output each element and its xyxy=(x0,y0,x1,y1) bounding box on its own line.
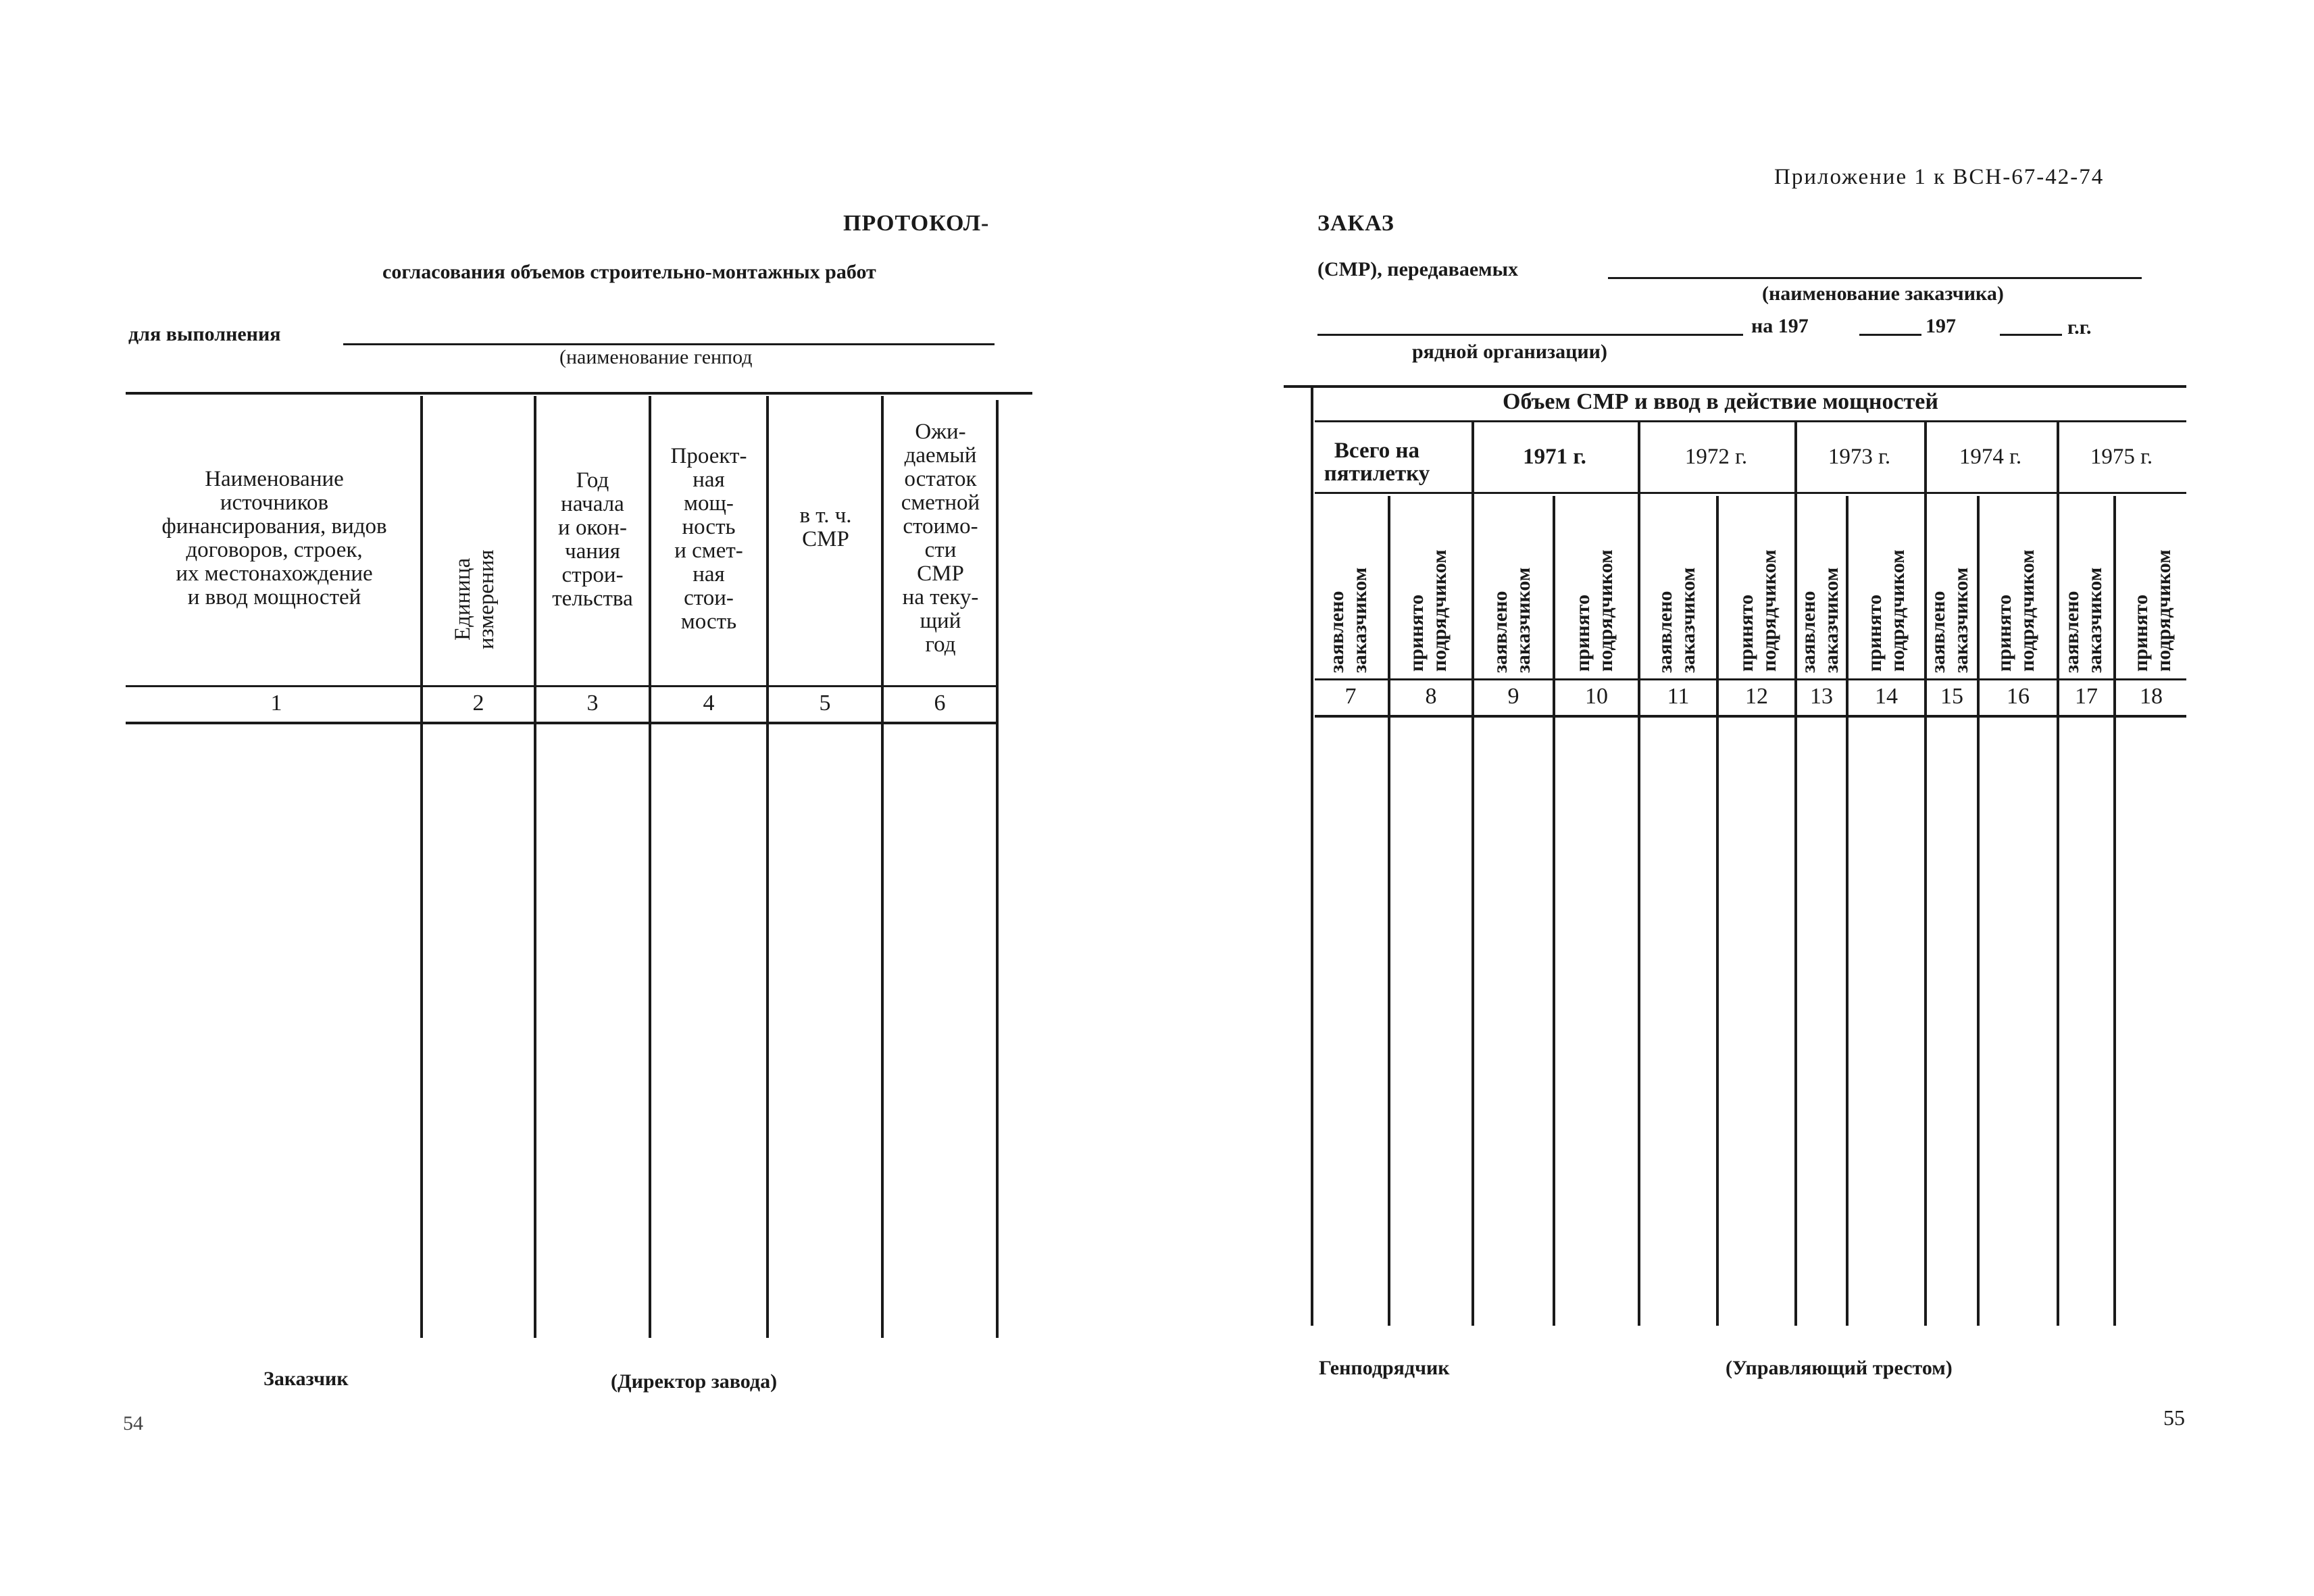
year-1975-header: 1975 г. xyxy=(2090,445,2153,469)
year-1973-header: 1973 г. xyxy=(1828,445,1891,469)
col-number: 7 xyxy=(1344,684,1357,709)
order-title: ЗАКАЗ xyxy=(1317,211,1394,236)
col-number: 11 xyxy=(1667,684,1690,709)
trust-manager-label: (Управляющий трестом) xyxy=(1726,1357,1953,1379)
col-divider xyxy=(766,396,769,1338)
col-number: 3 xyxy=(586,691,599,716)
org-underline xyxy=(1317,334,1743,336)
year-1972-header: 1972 г. xyxy=(1684,445,1748,469)
col-number: 4 xyxy=(703,691,715,716)
table-top-rule xyxy=(1284,385,2186,388)
subheader-accepted: принято подрядчиком xyxy=(1993,549,2038,672)
protocol-subtitle: согласования объемов строительно-монтажных работ xyxy=(382,261,876,283)
col-number: 14 xyxy=(1875,684,1898,709)
col-divider xyxy=(1716,496,1719,1326)
header-bottom-rule xyxy=(126,685,996,687)
col-divider xyxy=(420,396,423,1338)
col-divider xyxy=(1553,496,1555,1326)
group-header: Объем СМР и ввод в действие мощностей xyxy=(1503,389,1938,414)
subheader-declared: заявлено заказчиком xyxy=(1326,567,1371,673)
genpod-caption: (наименование генпод xyxy=(559,346,753,368)
col-number: 17 xyxy=(2075,684,2098,709)
subheader-declared: заявлено заказчиком xyxy=(1654,567,1699,673)
col-divider xyxy=(1977,496,1980,1326)
col-divider xyxy=(1638,422,1640,1326)
subheader-accepted: принято подрядчиком xyxy=(1863,549,1909,672)
subheader-accepted: принято подрядчиком xyxy=(1405,549,1451,672)
director-label: (Директор завода) xyxy=(611,1370,778,1393)
col-divider xyxy=(996,400,999,1338)
for-label: для выполнения xyxy=(128,323,281,345)
page-number-left: 54 xyxy=(123,1412,143,1435)
col-number: 12 xyxy=(1745,684,1768,709)
subheader-declared: заявлено заказчиком xyxy=(2061,567,2106,673)
year-mid-label: 197 xyxy=(1926,315,1956,337)
col-divider xyxy=(2113,496,2116,1326)
table-left-border xyxy=(1311,386,1313,1326)
col-number: 1 xyxy=(270,691,282,716)
subheader-accepted: принято подрядчиком xyxy=(2130,549,2175,672)
customer-underline xyxy=(1608,277,2142,279)
transferred-label: (СМР), передаваемых xyxy=(1317,258,1519,280)
year-underline xyxy=(2000,334,2062,336)
subheader-declared: заявлено заказчиком xyxy=(1489,567,1534,673)
subheader-bottom-rule xyxy=(1315,678,2186,680)
org-caption: рядной организации) xyxy=(1412,341,1607,363)
col-divider xyxy=(1846,496,1848,1326)
col-number: 15 xyxy=(1940,684,1963,709)
header-smr: в т. ч. СМР xyxy=(799,503,852,551)
col-number: 10 xyxy=(1585,684,1608,709)
subheader-accepted: принято подрядчиком xyxy=(1735,549,1780,672)
group-header-rule xyxy=(1315,420,2186,422)
col-divider xyxy=(2057,422,2059,1326)
appendix-reference: Приложение 1 к ВСН-67-42-74 xyxy=(1774,165,2105,189)
header-remainder: Ожи- даемый остаток сметной стоимо- сти СМР на теку- щий год xyxy=(901,420,980,657)
header-capacity: Проект- ная мощ- ность и смет- ная стои- мость xyxy=(670,444,747,634)
page-number-right: 55 xyxy=(2163,1405,2185,1430)
protocol-title: ПРОТОКОЛ- xyxy=(843,211,990,236)
col-number: 18 xyxy=(2140,684,2163,709)
header-source: Наименование источников финансирования, видов договоров, строек, их местонахождение и ввод мощностей xyxy=(161,467,387,609)
year-underline xyxy=(1859,334,1921,336)
general-contractor-label: Генподрядчик xyxy=(1319,1357,1450,1379)
col-number: 5 xyxy=(819,691,831,716)
col-number: 6 xyxy=(934,691,946,716)
col-number: 16 xyxy=(2007,684,2030,709)
customer-caption: (наименование заказчика) xyxy=(1762,282,2004,305)
col-divider xyxy=(881,396,884,1338)
subheader-declared: заявлено заказчиком xyxy=(1797,567,1842,673)
subheader-declared: заявлено заказчиком xyxy=(1927,567,1972,673)
year-1971-header: 1971 г. xyxy=(1523,445,1586,469)
subheader-accepted: принято подрядчиком xyxy=(1571,549,1617,672)
year-on-label: на 197 xyxy=(1751,315,1809,337)
year-1974-header: 1974 г. xyxy=(1959,445,2022,469)
col-divider xyxy=(649,396,651,1338)
col-divider xyxy=(1472,422,1474,1326)
col-divider xyxy=(1388,496,1390,1326)
numbers-bottom-rule xyxy=(1315,715,2186,718)
col-number: 2 xyxy=(472,691,484,716)
col-number: 9 xyxy=(1507,684,1519,709)
numbers-bottom-rule xyxy=(126,722,996,724)
year-header-rule xyxy=(1315,492,2186,494)
header-unit: Единица измерения xyxy=(451,549,499,649)
header-years: Год начала и окон- чания строи- тельства xyxy=(552,468,633,611)
table-top-rule xyxy=(126,392,1032,395)
col-number: 8 xyxy=(1425,684,1437,709)
gg-label: г.г. xyxy=(2067,316,2092,339)
col-number: 13 xyxy=(1810,684,1833,709)
col-divider xyxy=(534,396,536,1338)
for-underline xyxy=(343,343,995,345)
total-five-year-header: Всего на пятилетку xyxy=(1324,439,1430,486)
customer-label: Заказчик xyxy=(263,1368,349,1390)
